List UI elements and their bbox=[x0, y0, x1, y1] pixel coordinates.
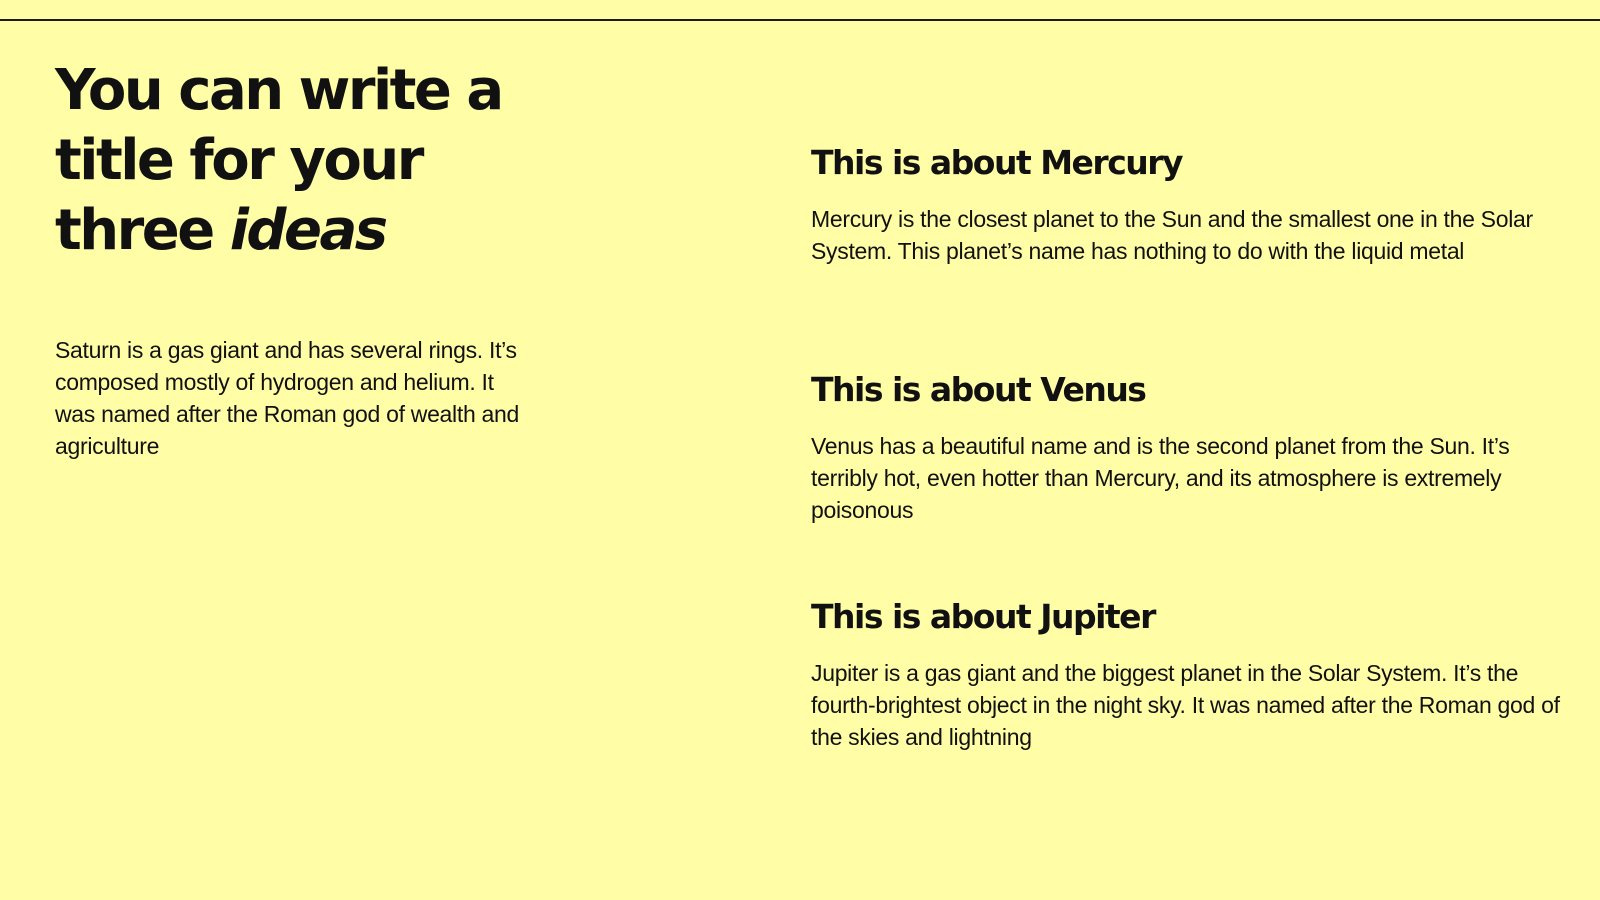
slide-title-line-1: You can write a bbox=[55, 58, 502, 123]
idea-block-jupiter bbox=[811, 597, 1571, 753]
slide-title-line-2: title for your bbox=[55, 128, 422, 193]
slide-title-line-3-plain: three bbox=[55, 198, 213, 263]
idea-text-venus: Venus has a beautiful name and is the second planet from the Sun. It’s terribly hot, even hotter than Mercury, and its atmosphere is extremely poisonous bbox=[811, 433, 1510, 523]
idea-text-jupiter: Jupiter is a gas giant and the biggest planet in the Solar System. It’s the fourth-brightest object in the night sky. It was named after the Roman god of the skies and lightning bbox=[811, 660, 1560, 750]
slide-title bbox=[55, 56, 615, 266]
idea-heading-jupiter: This is about Jupiter bbox=[811, 597, 1155, 636]
intro-paragraph: Saturn is a gas giant and has several rings. It’s composed mostly of hydrogen and helium. It was named after the Roman god of wealth and agriculture bbox=[55, 337, 520, 459]
idea-block-mercury bbox=[811, 143, 1571, 267]
idea-block-venus bbox=[811, 370, 1571, 526]
idea-heading-venus: This is about Venus bbox=[811, 370, 1146, 409]
idea-text-mercury: Mercury is the closest planet to the Sun and the smallest one in the Solar System. This planet’s name has nothing to do with the liquid metal bbox=[811, 206, 1533, 264]
slide-title-line-3-italic: ideas bbox=[229, 198, 386, 263]
top-divider-line bbox=[0, 19, 1600, 21]
idea-heading-mercury: This is about Mercury bbox=[811, 143, 1183, 182]
